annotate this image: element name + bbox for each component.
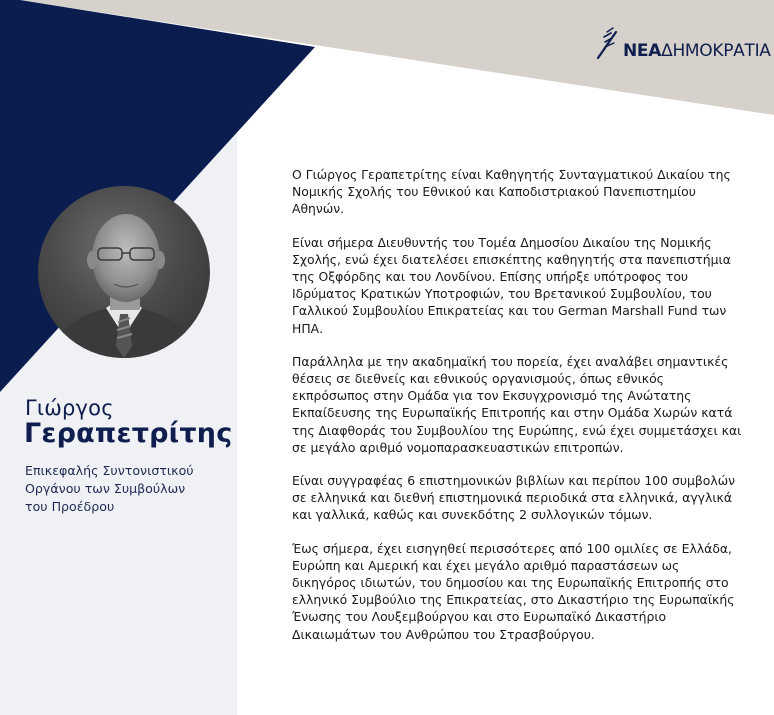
bio-line: θέσεις σε διεθνείς και εθνικούς οργανισμούς, όπως εθνικός — [292, 371, 664, 387]
bio-line: Ο Γιώργος Γεραπετρίτης είναι Καθηγητής Συνταγματικού Δικαίου της — [292, 167, 731, 182]
bio-line: Έως σήμερα, έχει εισηγηθεί περισσότερες από 100 ομιλίες σε Ελλάδα, — [292, 540, 733, 556]
bio-line: Γαλλικού Συμβουλίου Επικρατείας και του German Marshall Fund των — [292, 303, 727, 319]
person-silhouette-icon — [38, 186, 210, 358]
bio-line: ελληνικό Συμβούλιο της Επικρατείας, στο Δικαστήριο της Ευρωπαϊκής — [292, 592, 735, 608]
bio-line: Αθηνών. — [292, 201, 345, 217]
torch-flame-icon — [596, 26, 622, 60]
bio-paragraph — [292, 234, 762, 337]
bio-line: Νομικής Σχολής του Εθνικού και Καποδιστριακού Πανεπιστημίου — [292, 184, 696, 200]
logo-bold-text: ΝΕΑ — [623, 41, 662, 61]
logo-wordmark — [623, 42, 771, 62]
bio-line: δικηγόρος ιδιωτών, του δημοσίου και της Ευρωπαϊκής Επιτροπής στο — [292, 575, 729, 591]
role-line: Οργάνου των Συμβούλων — [25, 481, 186, 496]
bio-line: Ένωσης του Λουξεμβούργου και στο Ευρωπαϊκό Δικαστήριο — [292, 609, 667, 625]
bio-line: σε μεγάλο αριθμό νομοπαρασκευαστικών επιτροπών. — [292, 439, 624, 455]
bio-line: Είναι συγγραφέας 6 επιστημονικών βιβλίων και περίπου 100 συμβολών — [292, 473, 736, 489]
bio-line: Εκπαίδευσης της Ευρωπαϊκής Επιτροπής και στην Ομάδα Χωρών κατά — [292, 405, 733, 421]
biography — [292, 166, 762, 659]
role-title — [25, 462, 235, 516]
role-line: του Προέδρου — [25, 499, 115, 514]
bio-paragraph — [292, 166, 762, 218]
bio-paragraph — [292, 353, 762, 456]
bio-line: της Διαφθοράς του Συμβουλίου της Ευρώπης, ενώ έχει συμμετάσχει και — [292, 422, 742, 438]
role-line: Επικεφαλής Συντονιστικού — [25, 463, 194, 478]
bio-line: σε ελληνικά και διεθνή επιστημονικά περιοδικά στα ελληνικά, αγγλικά — [292, 490, 733, 506]
first-name: Γιώργος — [25, 396, 114, 420]
bio-paragraph — [292, 472, 762, 524]
portrait-photo — [38, 186, 210, 358]
bio-line: και γαλλικά, καθώς και συνεκδότης 2 συλλογικών τόμων. — [292, 507, 653, 523]
bio-line: ΗΠΑ. — [292, 320, 324, 336]
logo-regular-text: ΔΗΜΟΚΡΑΤΙΑ — [661, 41, 771, 61]
bio-line: Σχολής, ενώ έχει διατελέσει επισκέπτης καθηγητής στα πανεπιστήμια — [292, 251, 731, 267]
bio-line: Ευρώπη και Αμερική και έχει μεγάλο αριθμό παραστάσεων ως — [292, 557, 680, 573]
bio-paragraph — [292, 540, 762, 643]
last-name: Γεραπετρίτης — [24, 418, 233, 449]
bio-line: Παράλληλα με την ακαδημαϊκή του πορεία, έχει αναλάβει σημαντικές — [292, 353, 729, 369]
party-logo — [596, 22, 771, 62]
bio-line: Δικαιωμάτων του Ανθρώπου του Στρασβούργου. — [292, 626, 595, 642]
bio-line: εκπρόσωπος στην Ομάδα για τον Εκσυγχρονισμό της Ανώτατης — [292, 388, 692, 404]
bio-line: της Οξφόρδης και του Λονδίνου. Επίσης υπήρξε υπότροφος του — [292, 269, 689, 285]
bio-line: Είναι σήμερα Διευθυντής του Τομέα Δημοσίου Δικαίου της Νομικής — [292, 234, 712, 250]
bio-line: Ιδρύματος Κρατικών Υποτροφιών, του Βρετανικού Συμβουλίου, του — [292, 286, 712, 302]
